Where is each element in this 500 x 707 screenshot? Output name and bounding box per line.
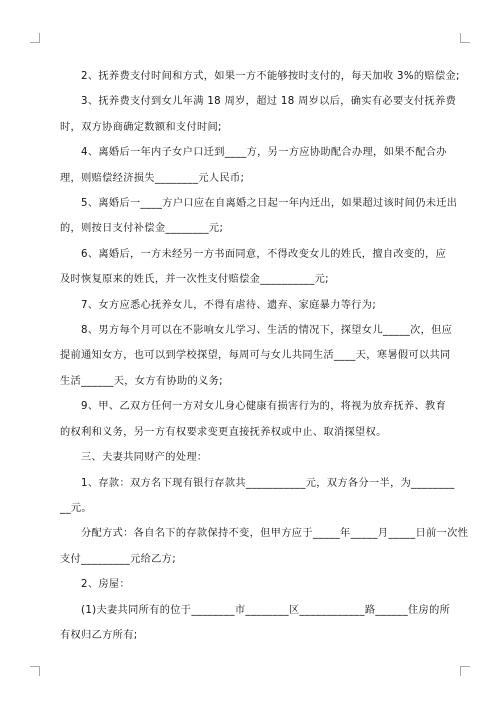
text-line: 5、离婚后一____方户口应在自离婚之日起一年内迁出，如果超过该时间仍未迁出 [81,198,458,210]
text-line: 支付_________元给乙方; [60,553,177,565]
text-line: 理，则赔偿经济损失________元人民币; [60,172,245,184]
text-line: 8、男方每个月可以在不影响女儿学习、生活的情况下，探望女儿_____次，但应 [81,325,453,337]
text-line: 2、房屋： [81,579,130,591]
text-line: 及时恢复原来的姓氏，并一次性支付赔偿金__________元; [60,274,329,286]
text-line: 7、女方应悉心抚养女儿，不得有虐待、遗弃、家庭暴力等行为; [81,299,377,311]
text-line: 6、离婚后，一方未经另一方书面同意，不得改变女儿的姓氏，擅自改变的，应 [81,248,447,260]
text-line: 时，双方协商确定数额和支付时间; [60,121,222,133]
text-line: 4、离婚后一年内子女户口迁到____方，另一方应协助配合办理，如果不配合办 [81,147,447,159]
text-line: 3、抚养费支付到女儿年满 18 周岁，超过 18 周岁以后，确实有必要支付抚养费 [81,96,457,108]
corner-mark-bottom-right [460,666,470,676]
text-line: 的权利和义务，另一方有权要求变更直接抚养权或中止、取消探望权。 [60,426,387,438]
document-body [60,64,469,648]
text-line: __元。 [60,502,92,514]
text-line: 有权归乙方所有; [60,629,138,641]
text-line: 2、抚养费支付时间和方式，如果一方不能够按时支付的，每天加收 3%的赔偿金; [81,71,460,82]
corner-mark-bottom-left [30,666,40,676]
text-line: (1)夫妻共同所有的位于________市________区____________路______住房的所 [81,604,451,616]
text-line: 生活______天，女方有协助的义务; [60,375,223,387]
section-heading: 三、夫妻共同财产的处理： [81,452,208,464]
text-line: 9、甲、乙双方任何一方对女儿身心健康有损害行为的，将视为放弃抚养、教育 [81,401,447,413]
text-line: 提前通知女方，也可以到学校探望，每周可与女儿共同生活____天，寒暑假可以共同 [60,350,451,362]
text-line: 1、存款：双方名下现有银行存款共___________元，双方各分一半，为________ [81,477,455,489]
corner-mark-top-right [460,33,470,43]
text-line: 的，则按日支付补偿金________元; [60,223,224,235]
text-line: 分配方式：各自名下的存款保持不变，但甲方应于_____年_____月_____日前一次性 [81,528,469,540]
corner-mark-top-left [30,33,40,43]
